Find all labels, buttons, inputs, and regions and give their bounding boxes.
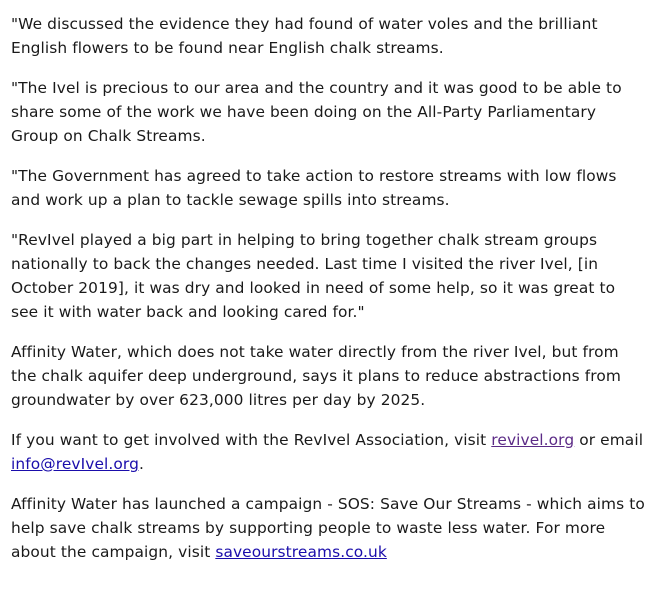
revivel-email-link[interactable]: info@revIvel.org bbox=[11, 455, 139, 473]
get-involved-middle: or email bbox=[574, 431, 644, 449]
paragraph-ivel-precious: "The Ivel is precious to our area and the country and it was good to be able to share some of the work we have been doing on the All-Party Parliamentary Group on Chalk Streams. bbox=[11, 79, 622, 145]
paragraph-campaign bbox=[11, 492, 646, 564]
paragraph-government-action: "The Government has agreed to take action to restore streams with low flows and work up a plan to tackle sewage spills into streams. bbox=[11, 167, 617, 209]
revivel-website-link[interactable]: revivel.org bbox=[491, 431, 575, 449]
get-involved-prefix: If you want to get involved with the RevIvel Association, visit bbox=[11, 431, 492, 449]
saveourstreams-link[interactable]: saveourstreams.co.uk bbox=[215, 543, 387, 561]
get-involved-suffix: . bbox=[138, 455, 144, 473]
paragraph-revivel-role: "RevIvel played a big part in helping to bring together chalk stream groups nationally to back the changes needed. Last time I visited the river Ivel, [in October 2019], it was dry and looked in need of some help, so it was great to see it with water back and looking cared for." bbox=[11, 231, 616, 321]
campaign-text: Affinity Water has launched a campaign - SOS: Save Our Streams - which aims to help save chalk streams by supporting people to waste less water. For more about the campaign, visit bbox=[11, 495, 645, 561]
paragraph-get-involved bbox=[11, 428, 646, 476]
paragraph-affinity-abstractions: Affinity Water, which does not take water directly from the river Ivel, but from the chalk aquifer deep underground, says it plans to reduce abstractions from groundwater by over 623,000 litres per day by 2025. bbox=[11, 343, 621, 409]
paragraph-water-voles: "We discussed the evidence they had found of water voles and the brilliant English flowers to be found near English chalk streams. bbox=[11, 15, 598, 57]
